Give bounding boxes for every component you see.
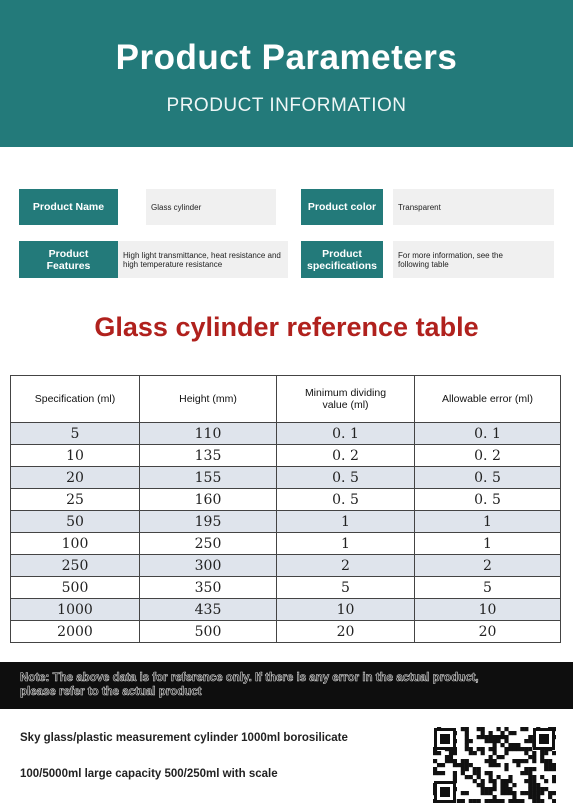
disclaimer-note <box>0 662 573 709</box>
page-subtitle: PRODUCT INFORMATION <box>166 95 407 116</box>
table-cell: 20 <box>277 621 415 643</box>
table-cell: 100 <box>11 533 140 555</box>
product-features-label: Product Features <box>19 241 118 278</box>
table-cell: 195 <box>140 511 277 533</box>
column-header: Specification (ml) <box>11 376 140 423</box>
table-row <box>11 445 561 467</box>
table-cell: 5 <box>277 577 415 599</box>
product-specifications-value: For more information, see the following table <box>393 241 554 278</box>
table-cell: 2 <box>277 555 415 577</box>
table-cell: 5 <box>415 577 561 599</box>
table-cell: 500 <box>11 577 140 599</box>
product-features-value: High light transmittance, heat resistance and high temperature resistance <box>118 241 288 278</box>
header-banner <box>0 0 573 147</box>
table-cell: 250 <box>140 533 277 555</box>
table-cell: 155 <box>140 467 277 489</box>
product-description-line-2: 100/5000ml large capacity 500/250ml with scale <box>20 768 278 780</box>
page-title: Product Parameters <box>115 38 458 77</box>
table-cell: 250 <box>11 555 140 577</box>
table-cell: 0. 2 <box>415 445 561 467</box>
table-cell: 25 <box>11 489 140 511</box>
table-cell: 300 <box>140 555 277 577</box>
table-row <box>11 577 561 599</box>
table-cell: 2 <box>415 555 561 577</box>
table-header-row <box>11 376 561 423</box>
table-cell: 20 <box>415 621 561 643</box>
disclaimer-text: Note: The above data is for reference only. If there is any error in the actual product, please refer to the actual product <box>20 672 479 698</box>
table-cell: 0. 5 <box>277 467 415 489</box>
table-row <box>11 599 561 621</box>
table-cell: 10 <box>11 445 140 467</box>
table-row <box>11 423 561 445</box>
table-row <box>11 621 561 643</box>
table-cell: 110 <box>140 423 277 445</box>
table-cell: 160 <box>140 489 277 511</box>
product-name-label: Product Name <box>19 189 118 225</box>
column-header: Minimum dividing value (ml) <box>277 376 415 423</box>
table-cell: 50 <box>11 511 140 533</box>
column-header: Allowable error (ml) <box>415 376 561 423</box>
table-cell: 135 <box>140 445 277 467</box>
table-cell: 10 <box>277 599 415 621</box>
product-specifications-label: Product specifications <box>301 241 383 278</box>
table-cell: 0. 5 <box>415 467 561 489</box>
table-row <box>11 555 561 577</box>
reference-table <box>10 375 561 643</box>
table-cell: 0. 1 <box>415 423 561 445</box>
table-cell: 1 <box>415 533 561 555</box>
product-name-value: Glass cylinder <box>146 189 276 225</box>
table-cell: 0. 2 <box>277 445 415 467</box>
table-cell: 0. 1 <box>277 423 415 445</box>
table-cell: 20 <box>11 467 140 489</box>
table-cell: 1 <box>277 511 415 533</box>
table-cell: 1 <box>277 533 415 555</box>
table-cell: 0. 5 <box>277 489 415 511</box>
product-color-label: Product color <box>301 189 383 225</box>
table-cell: 500 <box>140 621 277 643</box>
table-cell: 1000 <box>11 599 140 621</box>
qr-code <box>433 727 556 803</box>
table-cell: 10 <box>415 599 561 621</box>
table-cell: 1 <box>415 511 561 533</box>
table-row <box>11 489 561 511</box>
table-cell: 0. 5 <box>415 489 561 511</box>
table-cell: 435 <box>140 599 277 621</box>
table-cell: 2000 <box>11 621 140 643</box>
table-row <box>11 467 561 489</box>
table-cell: 350 <box>140 577 277 599</box>
table-cell: 5 <box>11 423 140 445</box>
product-description-line-1: Sky glass/plastic measurement cylinder 1000ml borosilicate <box>20 732 348 744</box>
product-color-value: Transparent <box>393 189 554 225</box>
table-row <box>11 533 561 555</box>
reference-table-title: Glass cylinder reference table <box>94 312 479 342</box>
table-row <box>11 511 561 533</box>
column-header: Height (mm) <box>140 376 277 423</box>
